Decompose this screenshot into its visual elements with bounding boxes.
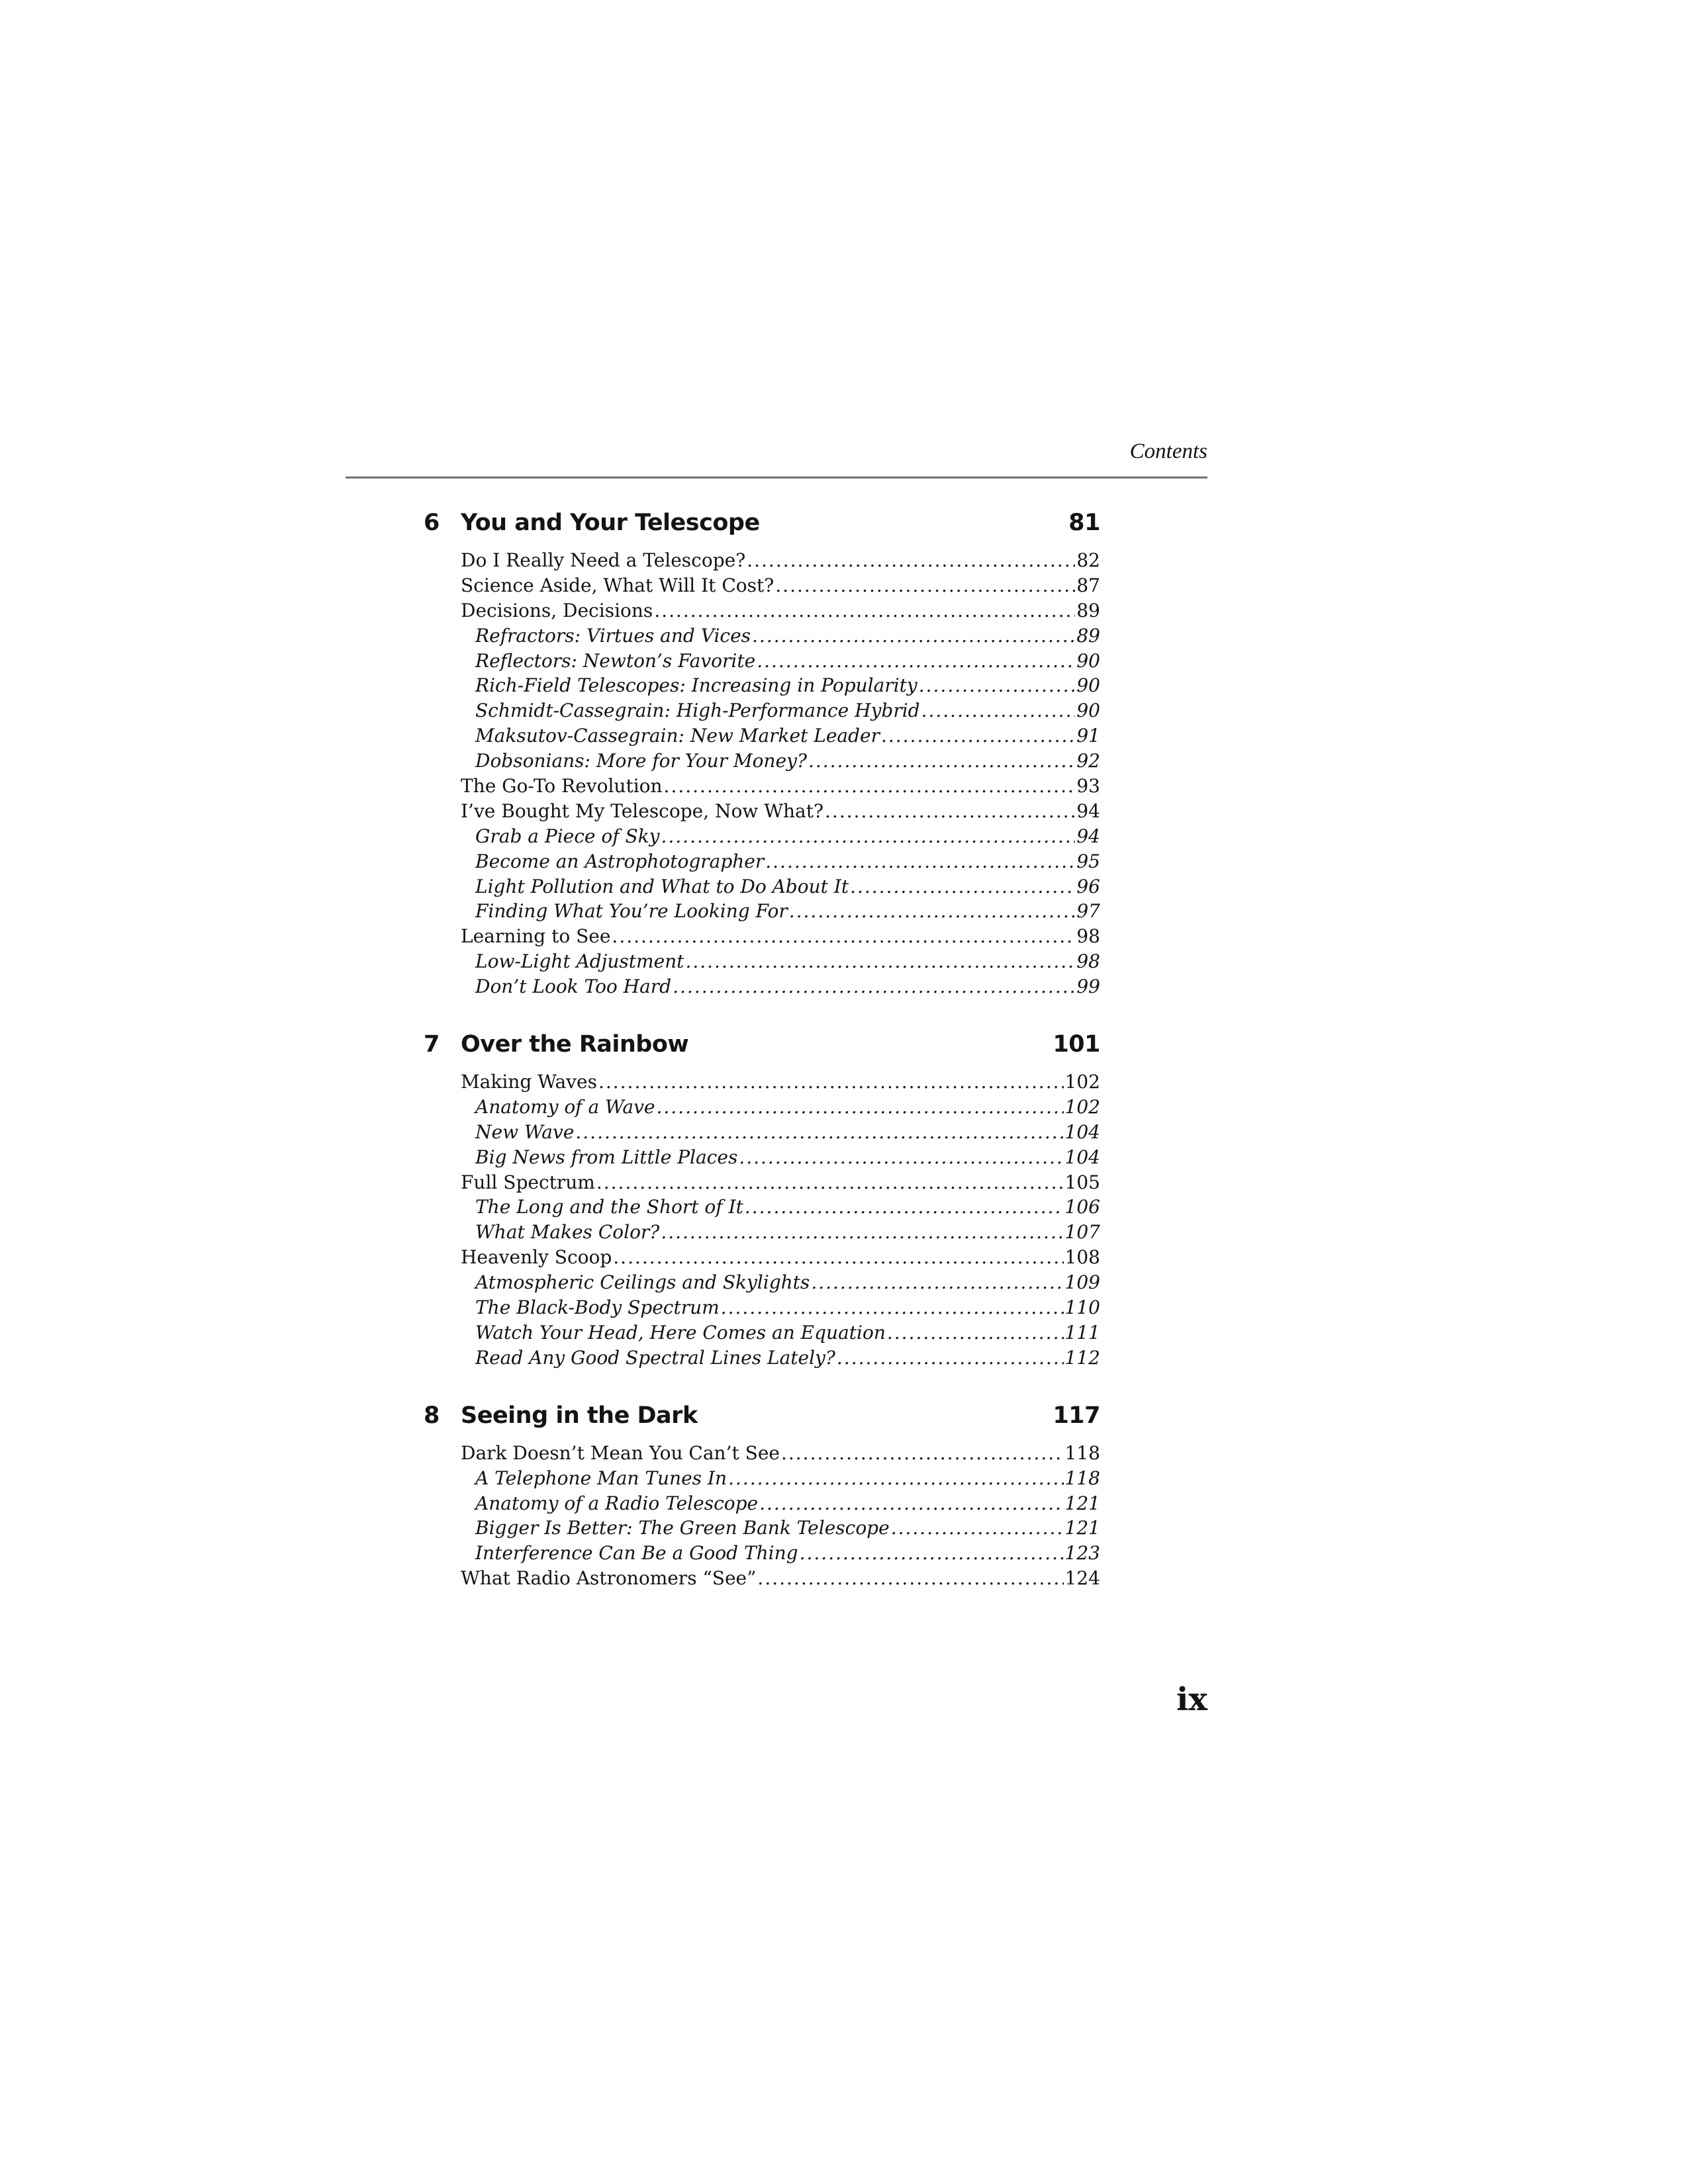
entry-page-number: 104 (1064, 1146, 1100, 1168)
dot-leader (757, 650, 1075, 672)
entry-title: Become an Astrophotographer (475, 850, 765, 872)
entry-page-number: 94 (1076, 825, 1100, 847)
entry-page-number: 105 (1064, 1171, 1100, 1193)
entry-page-number: 124 (1064, 1567, 1100, 1590)
toc-entry[interactable] (461, 549, 1100, 574)
entry-title: Don’t Look Too Hard (475, 976, 672, 998)
dot-leader (654, 600, 1075, 621)
page-number: ix (1176, 1681, 1207, 1718)
toc-subentry[interactable] (475, 750, 1100, 775)
dot-leader (789, 900, 1076, 922)
chapter-section (424, 510, 1100, 1001)
entry-title: Low-Light Adjustment (475, 950, 684, 973)
entry-page-number: 94 (1076, 799, 1100, 822)
dot-leader (781, 1442, 1064, 1464)
running-head: Contents (1129, 439, 1207, 463)
chapter-heading[interactable] (424, 1031, 1100, 1067)
dot-leader (752, 625, 1075, 647)
dot-leader (664, 775, 1076, 797)
entry-title: Dark Doesn’t Mean You Can’t See (461, 1441, 780, 1464)
toc-subentry[interactable] (475, 625, 1100, 650)
chapter-heading[interactable] (424, 1402, 1100, 1438)
table-of-contents (424, 510, 1100, 1623)
entry-title: Read Any Good Spectral Lines Lately? (475, 1346, 835, 1369)
toc-entry[interactable] (461, 1567, 1100, 1592)
chapter-title: You and Your Telescope (461, 510, 760, 536)
entry-page-number: 110 (1064, 1297, 1100, 1319)
dot-leader (728, 1467, 1064, 1489)
header-rule (346, 477, 1207, 478)
dot-leader (759, 1492, 1063, 1514)
toc-entry[interactable] (461, 1246, 1100, 1271)
dot-leader (775, 574, 1075, 596)
entry-title: The Go-To Revolution (461, 775, 663, 797)
entry-page-number: 123 (1064, 1542, 1100, 1565)
entry-title: Rich-Field Telescopes: Increasing in Popularity (475, 674, 917, 697)
entry-title: Big News from Little Places (475, 1146, 738, 1168)
entry-page-number: 96 (1076, 875, 1100, 897)
entry-title: Finding What You’re Looking For (475, 900, 788, 923)
dot-leader (808, 750, 1075, 772)
entry-title: Light Pollution and What to Do About It (475, 875, 849, 897)
entry-page-number: 102 (1064, 1095, 1100, 1118)
toc-subentry[interactable] (475, 1297, 1100, 1322)
toc-entry[interactable] (461, 1071, 1100, 1096)
toc-subentry[interactable] (475, 900, 1100, 925)
entry-title: Refractors: Virtues and Vices (475, 624, 751, 647)
toc-subentry[interactable] (475, 1322, 1100, 1347)
dot-leader (825, 800, 1075, 822)
entry-page-number: 109 (1064, 1271, 1100, 1294)
dot-leader (745, 1196, 1064, 1218)
toc-entry[interactable] (461, 775, 1100, 800)
toc-subentry[interactable] (475, 725, 1100, 750)
entry-title: Anatomy of a Wave (475, 1095, 655, 1118)
entry-title: Full Spectrum (461, 1171, 595, 1193)
dot-leader (685, 950, 1075, 972)
entry-page-number: 89 (1076, 624, 1100, 647)
entry-title: Interference Can Be a Good Thing (475, 1542, 798, 1565)
toc-subentry[interactable] (475, 1492, 1100, 1518)
dot-leader (661, 825, 1075, 847)
dot-leader (739, 1146, 1063, 1168)
entry-title: A Telephone Man Tunes In (475, 1467, 727, 1489)
entry-page-number: 97 (1076, 900, 1100, 923)
dot-leader (747, 549, 1075, 571)
dot-leader (661, 1221, 1063, 1243)
entry-page-number: 93 (1076, 775, 1100, 797)
toc-subentry[interactable] (475, 1467, 1100, 1492)
chapter-section (424, 1031, 1100, 1372)
toc-subentry[interactable] (475, 1196, 1100, 1221)
dot-leader (837, 1347, 1064, 1369)
toc-subentry[interactable] (475, 1096, 1100, 1121)
dot-leader (887, 1322, 1064, 1343)
dot-leader (721, 1297, 1064, 1318)
toc-subentry[interactable] (475, 1517, 1100, 1542)
dot-leader (656, 1096, 1063, 1118)
toc-subentry[interactable] (475, 1146, 1100, 1171)
entry-page-number: 102 (1064, 1071, 1100, 1093)
entry-page-number: 90 (1076, 674, 1100, 697)
entry-title: Grab a Piece of Sky (475, 825, 660, 847)
chapter-section (424, 1402, 1100, 1592)
chapter-number: 6 (424, 510, 440, 536)
toc-entry[interactable] (461, 600, 1100, 625)
dot-leader (811, 1271, 1063, 1293)
entry-page-number: 89 (1076, 599, 1100, 621)
toc-subentry[interactable] (475, 1121, 1100, 1146)
toc-subentry[interactable] (475, 825, 1100, 850)
entry-page-number: 121 (1064, 1492, 1100, 1514)
chapter-heading[interactable] (424, 510, 1100, 545)
entry-title: Bigger Is Better: The Green Bank Telescope (475, 1517, 890, 1539)
entry-title: Making Waves (461, 1071, 597, 1093)
dot-leader (596, 1171, 1064, 1193)
entry-title: Heavenly Scoop (461, 1246, 612, 1269)
toc-subentry[interactable] (475, 674, 1100, 700)
toc-subentry[interactable] (475, 700, 1100, 725)
dot-leader (757, 1567, 1063, 1589)
dot-leader (850, 876, 1075, 897)
entry-title: Atmospheric Ceilings and Skylights (475, 1271, 810, 1294)
toc-entry[interactable] (461, 1171, 1100, 1197)
entry-page-number: 87 (1076, 574, 1100, 596)
entry-page-number: 91 (1076, 725, 1100, 747)
toc-entry[interactable] (461, 1442, 1100, 1467)
entry-page-number: 98 (1076, 925, 1100, 948)
dot-leader (765, 850, 1075, 872)
entry-title: Reflectors: Newton’s Favorite (475, 649, 756, 672)
entry-title: Dobsonians: More for Your Money? (475, 750, 807, 772)
entry-title: Learning to See (461, 925, 611, 948)
entry-page-number: 106 (1064, 1196, 1100, 1218)
chapter-title: Seeing in the Dark (461, 1402, 698, 1429)
toc-subentry[interactable] (475, 850, 1100, 876)
entry-title: Watch Your Head, Here Comes an Equation (475, 1321, 886, 1343)
entry-title: Maksutov-Cassegrain: New Market Leader (475, 725, 880, 747)
dot-leader (673, 976, 1075, 997)
entry-title: Science Aside, What Will It Cost? (461, 574, 774, 596)
chapter-page-number: 101 (1053, 1031, 1100, 1058)
entry-title: Do I Really Need a Telescope? (461, 549, 746, 571)
chapter-number: 8 (424, 1402, 440, 1429)
entry-page-number: 104 (1064, 1120, 1100, 1143)
entry-page-number: 98 (1076, 950, 1100, 973)
entry-page-number: 108 (1064, 1246, 1100, 1269)
entry-title: The Black-Body Spectrum (475, 1297, 720, 1319)
toc-subentry[interactable] (475, 950, 1100, 976)
entry-page-number: 90 (1076, 649, 1100, 672)
chapter-number: 7 (424, 1031, 440, 1058)
entry-page-number: 99 (1076, 976, 1100, 998)
dot-leader (919, 674, 1076, 696)
dot-leader (881, 725, 1075, 747)
dot-leader (921, 700, 1076, 721)
entry-title: Anatomy of a Radio Telescope (475, 1492, 759, 1514)
toc-entry[interactable] (461, 925, 1100, 950)
entry-title: Schmidt-Cassegrain: High-Performance Hybrid (475, 700, 920, 722)
toc-subentry[interactable] (475, 1347, 1100, 1372)
entry-page-number: 112 (1064, 1346, 1100, 1369)
entry-page-number: 92 (1076, 750, 1100, 772)
entry-page-number: 111 (1064, 1321, 1100, 1343)
toc-subentry[interactable] (475, 976, 1100, 1001)
dot-leader (891, 1517, 1064, 1539)
entry-page-number: 82 (1076, 549, 1100, 571)
entry-title: What Makes Color? (475, 1221, 660, 1244)
entry-page-number: 121 (1064, 1517, 1100, 1539)
toc-subentry[interactable] (475, 1221, 1100, 1246)
entry-title: The Long and the Short of It (475, 1196, 743, 1218)
entry-title: What Radio Astronomers “See” (461, 1567, 757, 1590)
dot-leader (575, 1121, 1063, 1143)
entry-title: I’ve Bought My Telescope, Now What? (461, 799, 824, 822)
dot-leader (613, 1246, 1063, 1268)
toc-entry[interactable] (461, 800, 1100, 825)
dot-leader (612, 925, 1075, 947)
dot-leader (598, 1071, 1064, 1093)
toc-subentry[interactable] (475, 1271, 1100, 1297)
chapter-page-number: 117 (1053, 1402, 1100, 1429)
chapter-title: Over the Rainbow (461, 1031, 689, 1058)
toc-subentry[interactable] (475, 876, 1100, 901)
entry-title: Decisions, Decisions (461, 599, 653, 621)
entry-page-number: 90 (1076, 700, 1100, 722)
entry-title: New Wave (475, 1120, 575, 1143)
toc-subentry[interactable] (475, 650, 1100, 675)
dot-leader (800, 1542, 1064, 1564)
entry-page-number: 118 (1064, 1467, 1100, 1489)
toc-entry[interactable] (461, 574, 1100, 600)
toc-subentry[interactable] (475, 1542, 1100, 1567)
entry-page-number: 95 (1076, 850, 1100, 872)
entry-page-number: 118 (1064, 1441, 1100, 1464)
chapter-page-number: 81 (1068, 510, 1100, 536)
entry-page-number: 107 (1064, 1221, 1100, 1244)
